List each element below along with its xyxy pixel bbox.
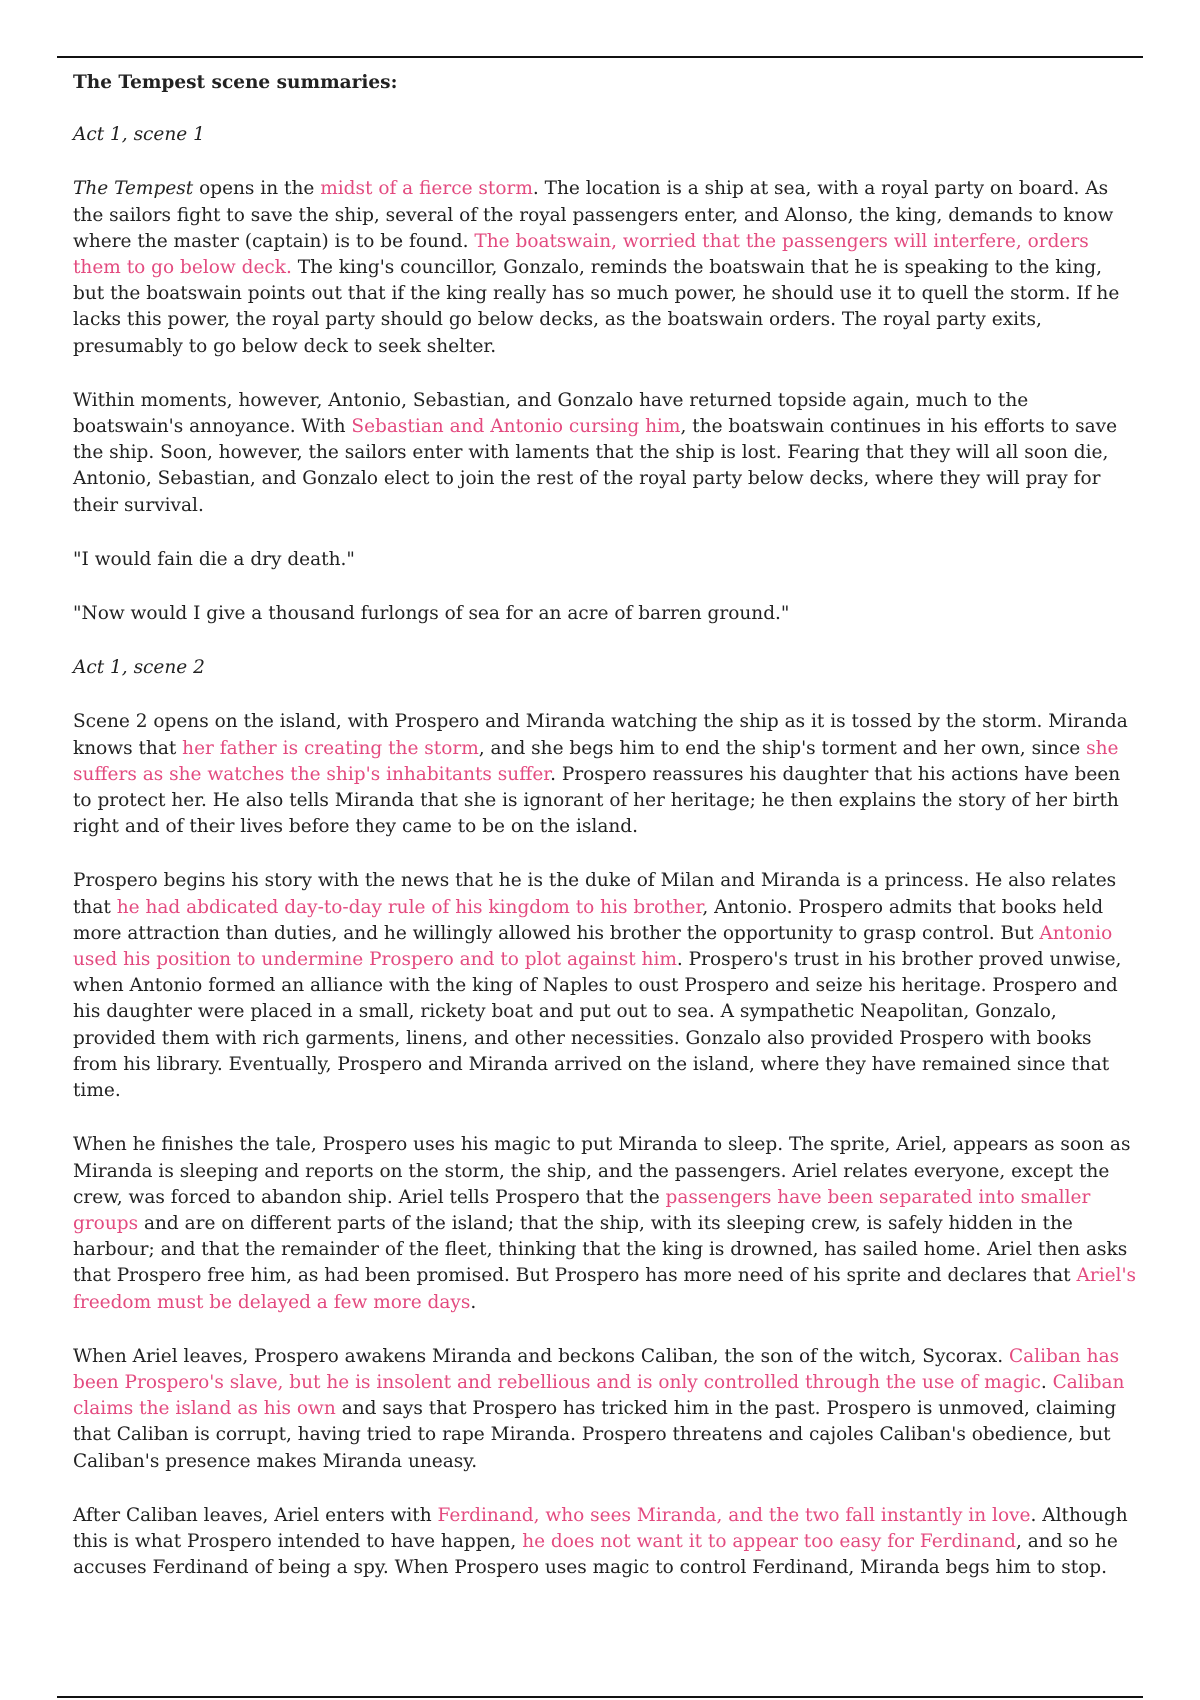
paragraph-act1-scene1-2: Within moments, however, Antonio, Sebastian, and Gonzalo have returned topside again, much to the boatswain's annoyance. With Sebastian and Antonio cursing him, the boatswain continues in his efforts to save the ship. Soon, however, the sailors enter with laments that the ship is lost. Fearing that they will all soon die, Antonio, Sebastian, and Gonzalo elect to join the rest of the royal party below decks, where they will pray for their survival. [73,389,1118,516]
highlight: her father is creating the storm [182,737,479,759]
paragraph-act1-scene1-1: The Tempest opens in the midst of a fierce storm. The location is a ship at sea, with a royal party on board. As the sailors fight to save the ship, several of the royal passengers enter, and Alonso, the king, demands to know where the master (captain) is to be found. The boatswain, worried that the passengers will interfere, orders them to go below deck. The king's councillor, Gonzalo, reminds the boatswain that he is speaking to the king, but the boatswain points out that if the king really has so much power, he should use it to quell the storm. If he lacks this power, the royal party should go below decks, as the boatswain orders. The royal party exits, presumably to go below deck to seek shelter. [73,178,1120,357]
highlight: passengers have been separated into smaller groups [73,1186,1091,1234]
highlight: Antonio used his position to undermine Prospero and to plot against him [73,922,1113,971]
highlight: Ferdinand, who sees Miranda, and the two fall instantly in love [437,1504,1031,1526]
paragraph-act1-scene2-1: Scene 2 opens on the island, with Prospero and Miranda watching the ship as it is tossed by the storm. Miranda knows that her father is creating the storm, and she begs him to end the ship's torment and her own, since she suffers as she watches the ship's inhabitants suffer. Prospero reassures his daughter that his actions have been to protect her. He also tells Miranda that she is ignorant of her heritage; he then explains the story of her birth right and of their lives before they came to be on the island. [73,711,1128,838]
highlight: Sebastian and Antonio cursing him [351,416,681,438]
document-title: The Tempest scene summaries: [73,72,398,93]
paragraph-act1-scene2-3: When he finishes the tale, Prospero uses his magic to put Miranda to sleep. The sprite, Ariel, appears as soon as Miranda is sleeping and reports on the storm, the ship, and the passengers. Ariel relates everyone, except the crew, was forced to abandon ship. Ariel tells Prospero that the passengers have been separated into smaller groups and are on different parts of the island; that the ship, with its sleeping crew, is safely hidden in the harbour; and that the remainder of the fleet, thinking that the king is drowned, has sailed home. Ariel then asks that Prospero free him, as had been promised. But Prospero has more need of his sprite and declares that Ariel's freedom must be delayed a few more days. [73,1134,1137,1313]
section-heading-act1-scene2: Act 1, scene 2 [73,657,205,679]
quote-1: "I would fain die a dry death." [73,548,355,570]
bottom-rule [57,1696,1143,1698]
paragraph-act1-scene2-4: When Ariel leaves, Prospero awakens Miranda and beckons Caliban, the son of the witch, Sycorax. Caliban has been Prospero's slave, but he is insolent and rebellious and is only controlled through the use of magic. Caliban claims the island as his own and says that Prospero has tricked him in the past. Prospero is unmoved, claiming that Caliban is corrupt, having tried to rape Miranda. Prospero threatens and cajoles Caliban's obedience, but Caliban's presence makes Miranda uneasy. [73,1345,1125,1472]
play-title-italic: The Tempest [73,178,194,200]
document-body [73,70,1138,1609]
highlight: midst of a fierce storm [320,178,533,200]
top-rule [57,56,1143,58]
highlight: she suffers as she watches the ship's inhabitants suffer [73,737,1119,785]
highlight: Ariel's freedom must be delayed a few more days [73,1265,1137,1313]
highlight: Caliban has been Prospero's slave, but he is insolent and rebellious and is only controlled through the use of magic [73,1345,1120,1393]
highlight: The boatswain, worried that the passengers will interfere, orders them to go below deck. [73,230,1089,279]
highlight: Caliban claims the island as his own [73,1371,1125,1420]
highlight: he had abdicated day-to-day rule of his kingdom to his brother [116,896,703,918]
highlight: he does not want it to appear too easy for Ferdinand [522,1530,1016,1552]
paragraph-act1-scene2-5: After Caliban leaves, Ariel enters with Ferdinand, who sees Miranda, and the two fall instantly in love. Although this is what Prospero intended to have happen, he does not want it to appear too easy for Ferdinand, and so he accuses Ferdinand of being a spy. When Prospero uses magic to control Ferdinand, Miranda begs him to stop. [73,1504,1128,1579]
section-heading-act1-scene1: Act 1, scene 1 [73,124,205,146]
quote-2: "Now would I give a thousand furlongs of sea for an acre of barren ground." [73,603,790,625]
paragraph-act1-scene2-2: Prospero begins his story with the news that he is the duke of Milan and Miranda is a princess. He also relates that he had abdicated day-to-day rule of his kingdom to his brother, Antonio. Prospero admits that books held more attraction than duties, and he willingly allowed his brother the opportunity to grasp control. But Antonio used his position to undermine Prospero and to plot against him. Prospero's trust in his brother proved unwise, when Antonio formed an alliance with the king of Naples to oust Prospero and seize his heritage. Prospero and his daughter were placed in a small, rickety boat and put out to sea. A sympathetic Neapolitan, Gonzalo, provided them with rich garments, linens, and other necessities. Gonzalo also provided Prospero with books from his library. Eventually, Prospero and Miranda arrived on the island, where they have remained since that time. [73,870,1122,1102]
